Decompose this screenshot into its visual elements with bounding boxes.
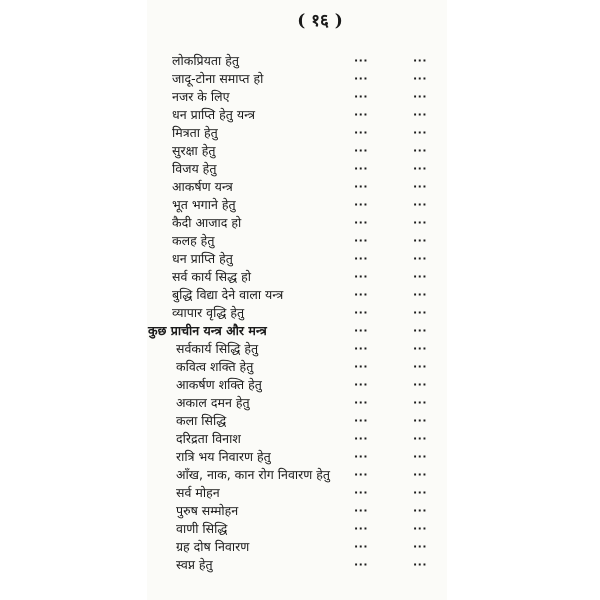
- leader-dots: ···: [413, 342, 428, 355]
- leader-dots: ···: [413, 540, 428, 553]
- entry-title: मित्रता हेतु: [172, 125, 218, 140]
- entry-title: दरिद्रता विनाश: [176, 431, 241, 446]
- toc-entry: [0, 430, 600, 448]
- leader-dots: ···: [354, 252, 369, 265]
- toc-entry: [0, 52, 600, 70]
- entry-title: धन प्राप्ति हेतु: [172, 251, 233, 266]
- entry-title: पुरुष सम्मोहन: [176, 503, 239, 518]
- leader-dots: ···: [354, 324, 369, 337]
- toc-entry: [0, 232, 600, 250]
- leader-dots: ···: [354, 180, 369, 193]
- entry-title: आकर्षण यन्त्र: [172, 179, 233, 194]
- leader-dots: ···: [354, 288, 369, 301]
- toc-entry: [0, 358, 600, 376]
- leader-dots: ···: [413, 90, 428, 103]
- leader-dots: ···: [354, 162, 369, 175]
- leader-dots: ···: [413, 108, 428, 121]
- toc-entry: [0, 286, 600, 304]
- entry-title: लोकप्रियता हेतु: [172, 53, 240, 68]
- entry-title: सर्व मोहन: [176, 485, 220, 500]
- toc-entry: [0, 178, 600, 196]
- leader-dots: ···: [413, 198, 428, 211]
- toc-entry: [0, 520, 600, 538]
- leader-dots: ···: [354, 108, 369, 121]
- leader-dots: ···: [354, 270, 369, 283]
- leader-dots: ···: [413, 414, 428, 427]
- leader-dots: ···: [413, 378, 428, 391]
- toc-entry: [0, 88, 600, 106]
- leader-dots: ···: [413, 450, 428, 463]
- entry-title: विजय हेतु: [172, 161, 217, 176]
- leader-dots: ···: [354, 306, 369, 319]
- leader-dots: ···: [354, 414, 369, 427]
- entry-title: सर्वकार्य सिद्धि हेतु: [176, 341, 259, 356]
- toc-entry: [0, 196, 600, 214]
- leader-dots: ···: [413, 504, 428, 517]
- leader-dots: ···: [354, 144, 369, 157]
- leader-dots: ···: [413, 216, 428, 229]
- entry-title: कलह हेतु: [172, 233, 215, 248]
- section-heading-title: कुछ प्राचीन यन्त्र और मन्त्र: [148, 323, 267, 338]
- leader-dots: ···: [354, 90, 369, 103]
- entry-title: वाणी सिद्धि: [176, 521, 228, 536]
- leader-dots: ···: [413, 432, 428, 445]
- toc-entry: [0, 376, 600, 394]
- toc-entry: [0, 124, 600, 142]
- leader-dots: ···: [413, 180, 428, 193]
- toc-entry: [0, 304, 600, 322]
- toc-entry: [0, 412, 600, 430]
- leader-dots: ···: [413, 468, 428, 481]
- entry-title: अकाल दमन हेतु: [176, 395, 250, 410]
- entry-title: नजर के लिए: [172, 89, 230, 104]
- leader-dots: ···: [413, 558, 428, 571]
- entry-title: ग्रह दोष निवारण: [176, 539, 250, 554]
- leader-dots: ···: [354, 360, 369, 373]
- leader-dots: ···: [413, 234, 428, 247]
- entry-title: आँख, नाक, कान रोग निवारण हेतु: [176, 467, 331, 482]
- toc-entry: [0, 70, 600, 88]
- toc-entry: [0, 502, 600, 520]
- leader-dots: ···: [354, 540, 369, 553]
- leader-dots: ···: [413, 54, 428, 67]
- entry-title: धन प्राप्ति हेतु यन्त्र: [172, 107, 256, 122]
- leader-dots: ···: [354, 234, 369, 247]
- entry-title: रात्रि भय निवारण हेतु: [176, 449, 271, 464]
- toc-entry: [0, 160, 600, 178]
- leader-dots: ···: [413, 486, 428, 499]
- entry-title: सुरक्षा हेतु: [172, 143, 216, 158]
- entry-title: स्वप्न हेतु: [176, 557, 213, 572]
- toc-entry: [0, 250, 600, 268]
- leader-dots: ···: [413, 126, 428, 139]
- leader-dots: ···: [354, 72, 369, 85]
- toc-entry: [0, 556, 600, 574]
- toc-section-heading: [0, 322, 600, 340]
- leader-dots: ···: [354, 504, 369, 517]
- leader-dots: ···: [354, 216, 369, 229]
- leader-dots: ···: [354, 126, 369, 139]
- toc-entry: [0, 214, 600, 232]
- leader-dots: ···: [354, 522, 369, 535]
- entry-title: आकर्षण शक्ति हेतु: [176, 377, 262, 392]
- leader-dots: ···: [354, 432, 369, 445]
- leader-dots: ···: [413, 324, 428, 337]
- page-number: ( १६ ): [297, 11, 343, 31]
- entry-title: सर्व कार्य सिद्ध हो: [172, 269, 251, 284]
- toc-entry: [0, 484, 600, 502]
- leader-dots: ···: [413, 270, 428, 283]
- leader-dots: ···: [354, 378, 369, 391]
- leader-dots: ···: [413, 396, 428, 409]
- leader-dots: ···: [413, 522, 428, 535]
- leader-dots: ···: [413, 288, 428, 301]
- toc-entry: [0, 448, 600, 466]
- toc-entry: [0, 394, 600, 412]
- leader-dots: ···: [413, 252, 428, 265]
- leader-dots: ···: [413, 306, 428, 319]
- leader-dots: ···: [354, 342, 369, 355]
- entry-title: कवित्व शक्ति हेतु: [176, 359, 254, 374]
- entry-title: भूत भगाने हेतु: [172, 197, 236, 212]
- leader-dots: ···: [354, 468, 369, 481]
- leader-dots: ···: [413, 72, 428, 85]
- entry-title: कला सिद्धि: [176, 413, 227, 428]
- toc-entry: [0, 538, 600, 556]
- toc-entry: [0, 142, 600, 160]
- entry-title: बुद्धि विद्या देने वाला यन्त्र: [172, 287, 284, 302]
- leader-dots: ···: [413, 360, 428, 373]
- leader-dots: ···: [354, 486, 369, 499]
- toc-entry: [0, 268, 600, 286]
- leader-dots: ···: [354, 54, 369, 67]
- entry-title: कैदी आजाद हो: [172, 215, 242, 230]
- toc-entry: [0, 106, 600, 124]
- entry-title: व्यापार वृद्धि हेतु: [172, 305, 245, 320]
- toc-entry: [0, 340, 600, 358]
- toc-entry: [0, 466, 600, 484]
- leader-dots: ···: [354, 396, 369, 409]
- leader-dots: ···: [354, 558, 369, 571]
- leader-dots: ···: [354, 450, 369, 463]
- leader-dots: ···: [413, 162, 428, 175]
- entry-title: जादू-टोना समाप्त हो: [172, 71, 264, 86]
- leader-dots: ···: [413, 144, 428, 157]
- leader-dots: ···: [354, 198, 369, 211]
